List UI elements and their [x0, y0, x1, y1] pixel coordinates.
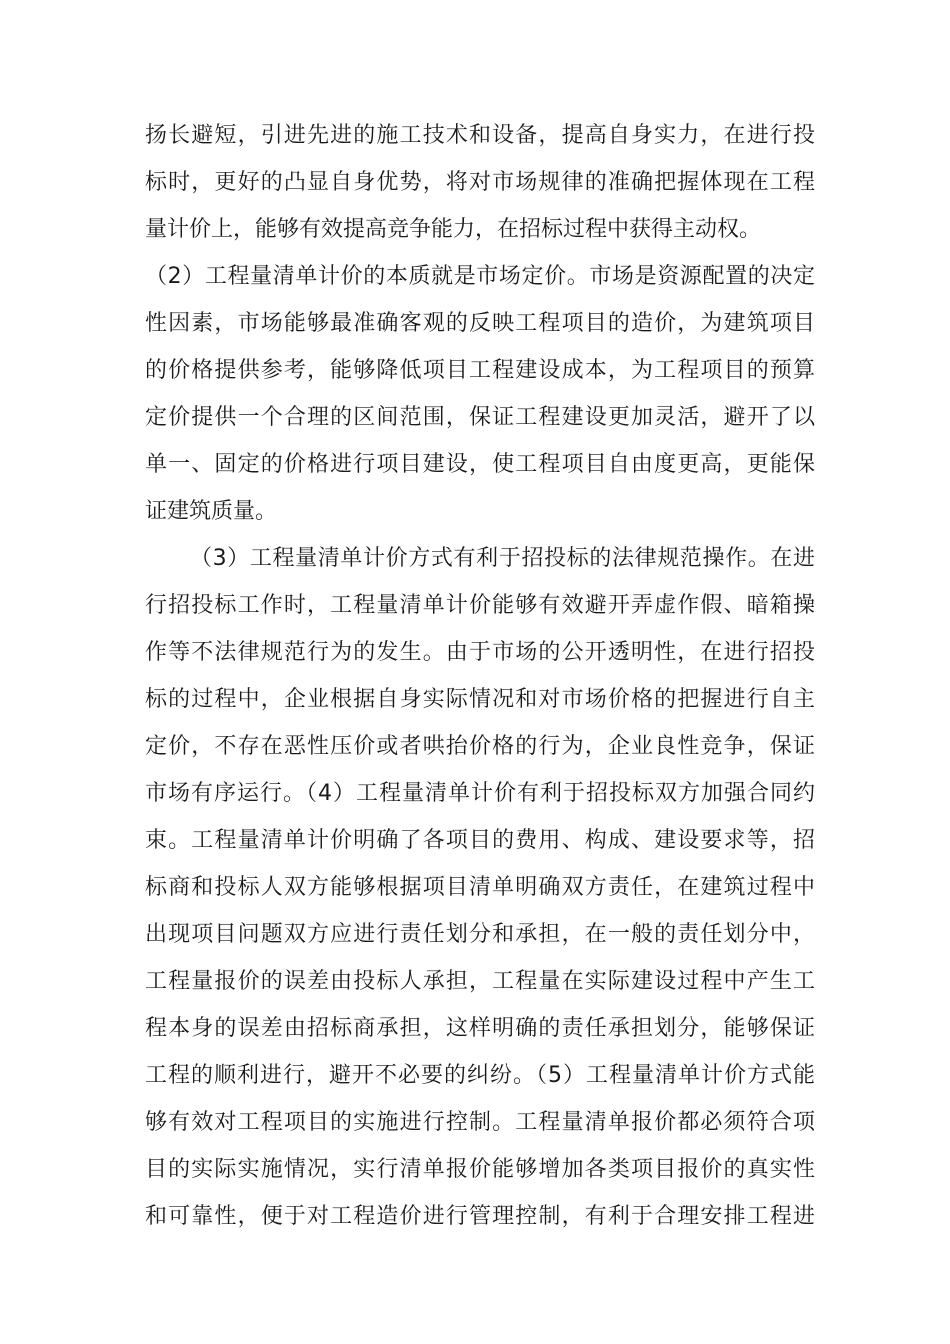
text-line: 标时，更好的凸显自身优势，将对市场规律的准确把握体现在工程	[145, 170, 815, 195]
text-line: 单一、固定的价格进行项目建设，使工程项目自由度更高，更能保	[145, 452, 815, 477]
text-line: 程本身的误差由招标商承担，这样明确的责任承担划分，能够保证	[145, 1016, 815, 1041]
text-line: 出现项目问题双方应进行责任划分和承担，在一般的责任划分中，	[145, 922, 815, 947]
text-line: 的价格提供参考，能够降低项目工程建设成本，为工程项目的预算	[145, 358, 815, 383]
text-line: 标的过程中，企业根据自身实际情况和对市场价格的把握进行自主	[145, 687, 815, 712]
text-line: 市场有序运行。（4）工程量清单计价有利于招投标双方加强合同约	[145, 781, 815, 806]
text-line: （2）工程量清单计价的本质就是市场定价。市场是资源配置的决定	[145, 264, 815, 289]
text-line: 工程量报价的误差由投标人承担，工程量在实际建设过程中产生工	[145, 969, 815, 994]
text-line: 扬长避短，引进先进的施工技术和设备，提高自身实力，在进行投	[145, 123, 815, 148]
text-line: 证建筑质量。	[145, 499, 278, 524]
text-line: 束。工程量清单计价明确了各项目的费用、构成、建设要求等，招	[145, 828, 815, 853]
text-line: 定价，不存在恶性压价或者哄抬价格的行为，企业良性竞争，保证	[145, 734, 815, 759]
text-line: 标商和投标人双方能够根据项目清单明确双方责任，在建筑过程中	[145, 875, 815, 900]
text-line: 定价提供一个合理的区间范围，保证工程建设更加灵活，避开了以	[145, 405, 815, 430]
text-line: 行招投标工作时，工程量清单计价能够有效避开弄虚作假、暗箱操	[145, 593, 815, 618]
text-line: 量计价上，能够有效提高竞争能力，在招标过程中获得主动权。	[145, 217, 762, 242]
text-line: （3）工程量清单计价方式有利于招投标的法律规范操作。在进	[190, 546, 815, 571]
text-line: 工程的顺利进行，避开不必要的纠纷。（5）工程量清单计价方式能	[145, 1063, 815, 1088]
text-line: 性因素，市场能够最准确客观的反映工程项目的造价，为建筑项目	[145, 311, 815, 336]
text-line: 和可靠性，便于对工程造价进行管理控制，有利于合理安排工程进	[145, 1204, 815, 1229]
text-line: 目的实际实施情况，实行清单报价能够增加各类项目报价的真实性	[145, 1157, 815, 1182]
text-line: 作等不法律规范行为的发生。由于市场的公开透明性，在进行招投	[145, 640, 815, 665]
text-line: 够有效对工程项目的实施进行控制。工程量清单报价都必须符合项	[145, 1110, 815, 1135]
